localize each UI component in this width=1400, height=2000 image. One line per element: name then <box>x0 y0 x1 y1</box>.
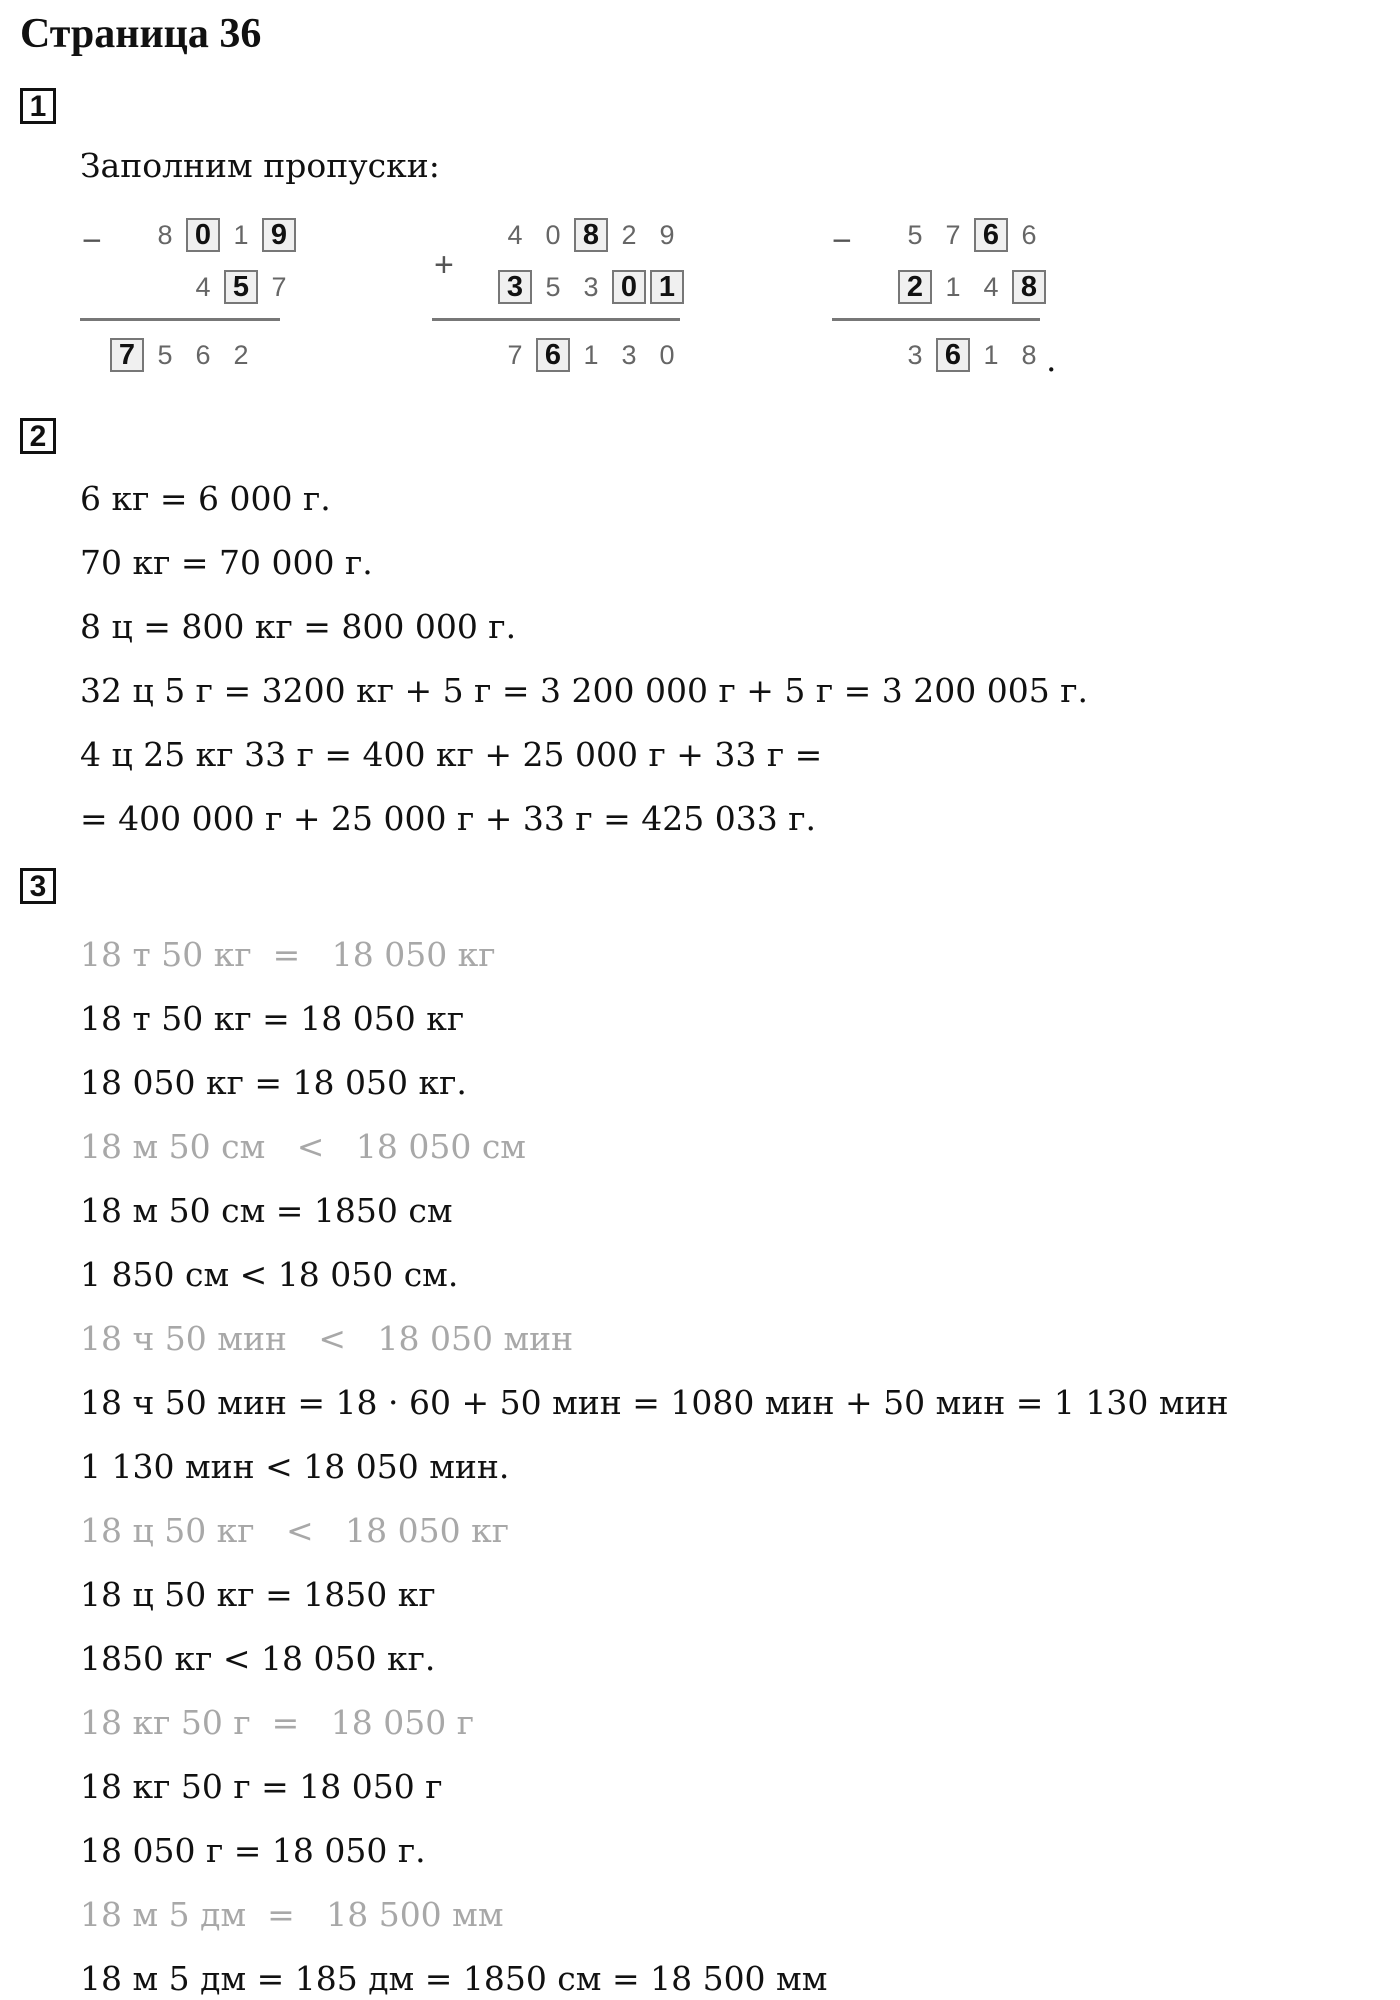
equation-line: 32 ц 5 г = 3200 кг + 5 г = 3 200 000 г + 5 г = 3 200 005 г. <box>80 671 1088 710</box>
digit: 5 <box>907 219 923 250</box>
digit-row <box>110 270 300 304</box>
filled-digit-box: 3 <box>498 270 532 304</box>
trailing-dot: . <box>1046 340 1057 379</box>
digit-row <box>460 218 688 252</box>
result-line <box>432 318 680 321</box>
solution-line: 1850 кг < 18 050 кг. <box>80 1639 436 1678</box>
digit: 6 <box>1021 219 1037 250</box>
digit: 1 <box>233 219 249 250</box>
filled-digit-box: 8 <box>574 218 608 252</box>
solution-line: 18 м 5 дм = 185 дм = 1850 см = 18 500 мм <box>80 1959 828 1998</box>
digit <box>460 218 494 252</box>
solution-line: 18 050 г = 18 050 г. <box>80 1831 426 1870</box>
digit: 4 <box>983 271 999 302</box>
equation-line: 6 кг = 6 000 г. <box>80 479 331 518</box>
comparison-prompt: 18 ц 50 кг < 18 050 кг <box>80 1511 510 1550</box>
digit: 2 <box>621 219 637 250</box>
digit <box>460 338 494 372</box>
solution-line: 1 850 см < 18 050 см. <box>80 1255 459 1294</box>
digit-row <box>860 218 1050 252</box>
filled-digit-box: 6 <box>936 338 970 372</box>
equation-line: 4 ц 25 кг 33 г = 400 кг + 25 000 г + 33 г = <box>80 735 823 774</box>
equation-line: 70 кг = 70 000 г. <box>80 543 373 582</box>
digit: 3 <box>907 339 923 370</box>
solution-line: 18 т 50 кг = 18 050 кг <box>80 999 465 1038</box>
comparison-prompt: 18 кг 50 г = 18 050 г <box>80 1703 475 1742</box>
digit: 1 <box>983 339 999 370</box>
comparison-prompt: 18 м 5 дм = 18 500 мм <box>80 1895 504 1934</box>
task-2-number: 2 <box>20 418 56 454</box>
digit-row <box>860 338 1050 372</box>
digit: 3 <box>583 271 599 302</box>
digit <box>460 270 494 304</box>
equation-line: 8 ц = 800 кг = 800 000 г. <box>80 607 517 646</box>
digit: 3 <box>621 339 637 370</box>
filled-digit-box: 6 <box>974 218 1008 252</box>
filled-digit-box: 8 <box>1012 270 1046 304</box>
digit: 6 <box>195 339 211 370</box>
solution-line: 18 м 50 см = 1850 см <box>80 1191 453 1230</box>
digit <box>110 218 144 252</box>
digit <box>148 270 182 304</box>
digit: 7 <box>945 219 961 250</box>
solution-line: 18 ц 50 кг = 1850 кг <box>80 1575 436 1614</box>
operation-sign: − <box>82 222 102 260</box>
filled-digit-box: 0 <box>186 218 220 252</box>
digit-row <box>460 270 688 304</box>
operation-sign: − <box>832 222 852 260</box>
digit: 2 <box>233 339 249 370</box>
digit: 7 <box>507 339 523 370</box>
digit: 8 <box>157 219 173 250</box>
filled-digit-box: 0 <box>612 270 646 304</box>
digit: 1 <box>583 339 599 370</box>
filled-digit-box: 9 <box>262 218 296 252</box>
digit-row <box>460 338 688 372</box>
digit <box>860 218 894 252</box>
digit: 5 <box>157 339 173 370</box>
digit <box>860 338 894 372</box>
digit-row <box>110 218 300 252</box>
digit: 4 <box>195 271 211 302</box>
operation-sign: + <box>434 246 454 284</box>
task-1-number: 1 <box>20 88 56 124</box>
solution-line: 1 130 мин < 18 050 мин. <box>80 1447 510 1486</box>
task-3-number: 3 <box>20 868 56 904</box>
digit <box>110 270 144 304</box>
task-1-intro: Заполним пропуски: <box>80 146 440 185</box>
digit-row <box>860 270 1050 304</box>
solution-line: 18 ч 50 мин = 18 · 60 + 50 мин = 1080 мин + 50 мин = 1 130 мин <box>80 1383 1229 1422</box>
filled-digit-box: 1 <box>650 270 684 304</box>
filled-digit-box: 2 <box>898 270 932 304</box>
result-line <box>80 318 280 321</box>
digit <box>262 338 296 372</box>
digit: 0 <box>659 339 675 370</box>
equation-line: = 400 000 г + 25 000 г + 33 г = 425 033 г. <box>80 799 817 838</box>
comparison-prompt: 18 т 50 кг = 18 050 кг <box>80 935 496 974</box>
digit-row <box>110 338 300 372</box>
digit: 4 <box>507 219 523 250</box>
digit: 1 <box>945 271 961 302</box>
solution-line: 18 050 кг = 18 050 кг. <box>80 1063 467 1102</box>
result-line <box>832 318 1040 321</box>
page-title: Страница 36 <box>20 11 262 57</box>
digit: 0 <box>545 219 561 250</box>
solution-line: 18 кг 50 г = 18 050 г <box>80 1767 443 1806</box>
digit: 7 <box>271 271 287 302</box>
digit: 5 <box>545 271 561 302</box>
digit: 8 <box>1021 339 1037 370</box>
filled-digit-box: 6 <box>536 338 570 372</box>
digit: 9 <box>659 219 675 250</box>
filled-digit-box: 7 <box>110 338 144 372</box>
digit <box>860 270 894 304</box>
filled-digit-box: 5 <box>224 270 258 304</box>
comparison-prompt: 18 ч 50 мин < 18 050 мин <box>80 1319 574 1358</box>
comparison-prompt: 18 м 50 см < 18 050 см <box>80 1127 526 1166</box>
